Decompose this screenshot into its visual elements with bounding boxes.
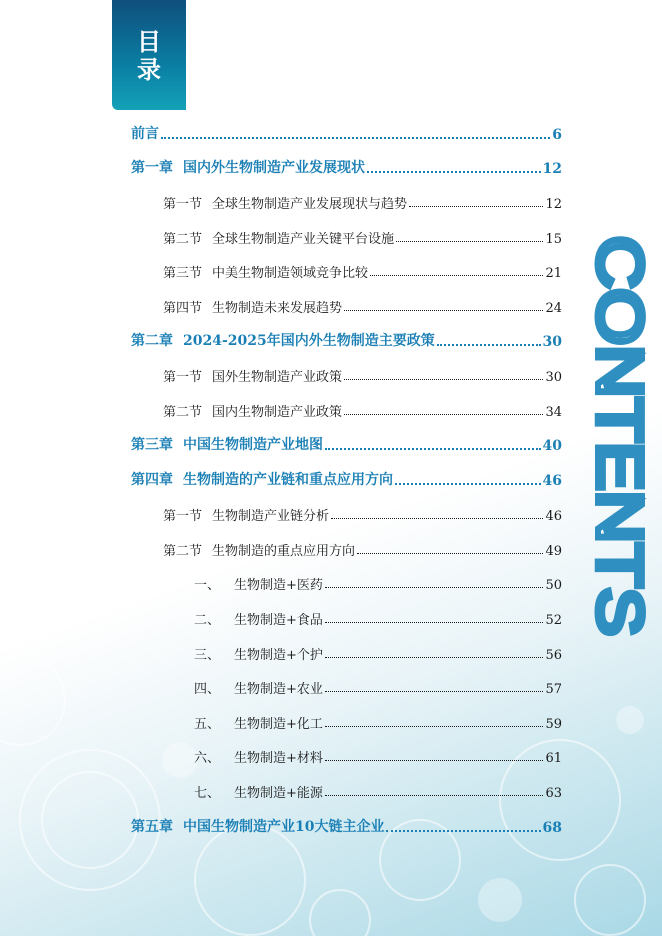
toc-page-number: 46 [542,473,562,489]
toc-entry-number: 三、 [194,648,221,663]
toc-entry-number: 七、 [194,786,221,801]
toc-entry-number: 二、 [194,613,221,628]
toc-page-number: 6 [552,127,562,143]
toc-entry[interactable] [131,432,562,454]
toc-page-number: 24 [545,301,562,316]
toc-dot-leader [325,448,541,450]
toc-entry[interactable] [163,225,562,247]
toc-entry-number: 第四节 [163,301,203,316]
toc-entry-title [131,157,365,177]
toc-page-number: 30 [545,370,562,385]
toc-entry-title [194,574,323,593]
toc-dot-leader [344,310,543,311]
toc-dot-leader [325,587,544,588]
toc-dot-leader [325,657,544,658]
toc-entry[interactable] [194,675,562,697]
toc-entry-title [131,123,159,143]
toc-entry-label: 国内生物制造产业政策 [212,405,343,420]
toc-dot-leader [325,622,544,623]
toc-entry-label: 中美生物制造领域竞争比较 [212,266,369,281]
toc-entry-number: 第一节 [163,370,203,385]
toc-entry-title [194,609,323,628]
toc-entry-number: 一、 [194,578,221,593]
toc-entry-title [194,644,323,663]
toc-entry-label: 全球生物制造产业关键平台设施 [212,232,395,247]
toc-entry-label: 生物制造+化工 [234,717,323,732]
toc-entry[interactable] [163,537,562,559]
toc-entry[interactable] [163,294,562,316]
toc-entry-number: 第二节 [163,405,203,420]
toc-dot-leader [386,830,540,832]
toc-dot-leader [370,275,543,276]
toc-page-number: 12 [542,161,562,177]
toc-entry-label: 生物制造未来发展趋势 [212,301,343,316]
toc-page-number: 15 [545,232,562,247]
toc-entry[interactable] [194,641,562,663]
toc-page-number: 68 [542,820,562,836]
toc-entry-label: 2024-2025年国内外生物制造主要政策 [183,333,435,349]
toc-entry-title [131,434,323,454]
toc-entry-number: 第一节 [163,197,203,212]
toc-entry-title [194,782,323,801]
toc-entry-label: 生物制造+材料 [234,751,323,766]
toc-entry-number: 六、 [194,751,221,766]
toc-page-number: 49 [545,544,562,559]
toc-page-number: 50 [545,578,562,593]
contents-side-word [580,236,662,646]
toc-dot-leader [437,344,541,346]
toc-entry-label: 中国生物制造产业10大链主企业 [183,819,385,835]
toc-dot-leader [344,379,543,380]
toc-page-number: 12 [545,197,562,212]
toc-entry-title [163,401,342,420]
toc-page-number: 61 [545,751,562,766]
toc-entry[interactable] [131,467,562,489]
toc-entry[interactable] [163,190,562,212]
toc-entry-label: 生物制造产业链分析 [212,509,330,524]
toc-entry-title [163,366,342,385]
toc-dot-leader [331,518,543,519]
toc-entry-title [163,262,368,281]
toc-entry-title [131,330,435,350]
toc-page-number: 40 [542,438,562,454]
toc-entry-title [163,505,329,524]
toc-entry-label: 生物制造+个护 [234,648,323,663]
toc-entry-label: 生物制造+医药 [234,578,323,593]
toc-entry-title [131,469,393,489]
toc-entry[interactable] [194,571,562,593]
toc-page-number: 30 [542,334,562,350]
toc-entry-label: 生物制造+食品 [234,613,323,628]
toc-tab [112,0,186,110]
toc-dot-leader [325,760,544,761]
toc-entry-title [194,713,323,732]
toc-entry-number: 第三章 [131,437,173,453]
toc-entry-number: 第一节 [163,509,203,524]
toc-entry-number: 第四章 [131,472,173,488]
toc-page-number: 21 [545,266,562,281]
toc-entry[interactable] [131,121,562,143]
toc-dot-leader [396,241,543,242]
toc-dot-leader [357,553,543,554]
toc-entry-number: 第五章 [131,819,173,835]
toc-entry-number: 第三节 [163,266,203,281]
toc-entry-label: 生物制造的产业链和重点应用方向 [183,472,393,488]
toc-entry-number: 第二节 [163,544,203,559]
toc-entry-number: 五、 [194,717,221,732]
toc-entry[interactable] [163,363,562,385]
toc-page-number: 46 [545,509,562,524]
toc-entry-title [194,678,323,697]
toc-entry[interactable] [194,606,562,628]
toc-entry[interactable] [163,259,562,281]
toc-entry-title [163,193,407,212]
toc-entry-number: 第二章 [131,333,173,349]
toc-dot-leader [325,691,544,692]
toc-dot-leader [395,483,541,485]
toc-page-number: 52 [545,613,562,628]
toc-page-number: 57 [545,682,562,697]
toc-dot-leader [161,137,550,139]
toc-entry[interactable] [163,502,562,524]
toc-entry-label: 国外生物制造产业政策 [212,370,343,385]
toc-entry-label: 生物制造+能源 [234,786,323,801]
toc-entry-label: 全球生物制造产业发展现状与趋势 [212,197,408,212]
toc-entry[interactable] [194,744,562,766]
toc-dot-leader [325,726,544,727]
toc-page-number: 34 [545,405,562,420]
toc-entry-label: 国内外生物制造产业发展现状 [183,160,365,176]
tab-title-text: 目录 [137,27,161,84]
toc-dot-leader [344,414,543,415]
toc-dot-leader [367,171,541,173]
toc-entry-title [163,540,355,559]
toc-dot-leader [409,206,543,207]
toc-entry-number: 四、 [194,682,221,697]
toc-entry[interactable] [194,710,562,732]
toc-entry-label: 生物制造的重点应用方向 [212,544,356,559]
toc-page-number: 56 [545,648,562,663]
toc-entry[interactable] [131,814,562,836]
toc-entry-title [131,816,384,836]
toc-dot-leader [325,795,544,796]
tab-title [112,28,186,84]
toc-entry-title [163,297,342,316]
toc-entry-label: 生物制造+农业 [234,682,323,697]
toc-entry-title [194,747,323,766]
side-word-text: CONTENTS [584,236,656,588]
toc-entry-label: 前言 [131,126,159,142]
toc-entry-title [163,228,394,247]
toc-page-number: 63 [545,786,562,801]
toc-entry[interactable] [131,328,562,350]
toc-page-number: 59 [545,717,562,732]
toc-entry[interactable] [163,398,562,420]
toc-entry[interactable] [194,779,562,801]
toc-entry-number: 第二节 [163,232,203,247]
toc-entry-label: 中国生物制造产业地图 [183,437,323,453]
toc-entry[interactable] [131,155,562,177]
toc-entry-number: 第一章 [131,160,173,176]
